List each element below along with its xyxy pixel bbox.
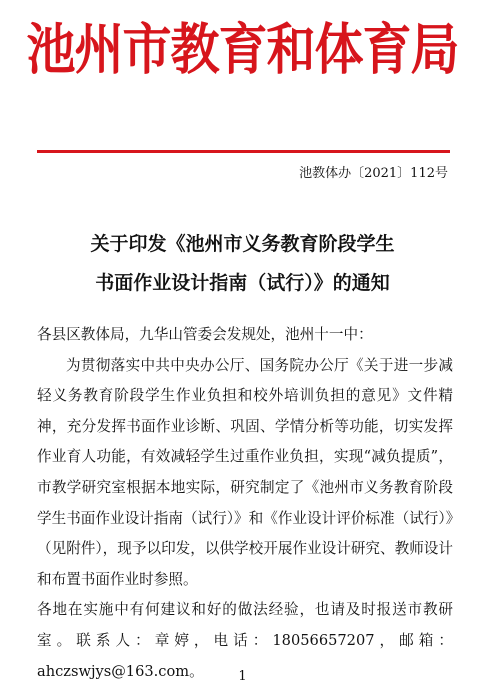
salutation: 各县区教体局，九华山管委会发规处，池州十一中： bbox=[37, 326, 373, 343]
body-paragraph-1: 为贯彻落实中共中央办公厅、国务院办公厅《关于进一步减轻义务教育阶段学生作业负担和校外培训负担的意见》文件精神，充分发挥书面作业诊断、巩固、学情分析等功能，切实发挥作业育人功能，有效减轻学生过重作业负担，实现“减负提质”，市教学研究室根据本地实际，研究制定了《池州市义务教育阶段学生书面作业设计指南（试行）》和《作业设计评价标准（试行）》（见附件），现予以印发，以供学校开展作业设计研究、教师设计和布置书面作业时参照。 bbox=[37, 356, 453, 588]
title-line-2: 书面作业设计指南（试行）》的通知 bbox=[95, 272, 390, 294]
document-title bbox=[0, 225, 485, 303]
red-divider-line bbox=[37, 150, 450, 153]
masthead-title: 池州市教育和体育局 bbox=[26, 17, 459, 83]
body-paragraph-2: 各地在实施中有何建议和好的做法经验，也请及时报送市教研室。联系人：章婷，电话：18056657207，邮箱：ahczswjys@163.com。 bbox=[37, 601, 453, 680]
document-number: 池教体办〔2021〕112号 bbox=[299, 166, 448, 181]
title-line-1: 关于印发《池州市义务教育阶段学生 bbox=[90, 233, 395, 255]
page-number: 1 bbox=[238, 669, 247, 684]
document-body bbox=[37, 320, 453, 687]
